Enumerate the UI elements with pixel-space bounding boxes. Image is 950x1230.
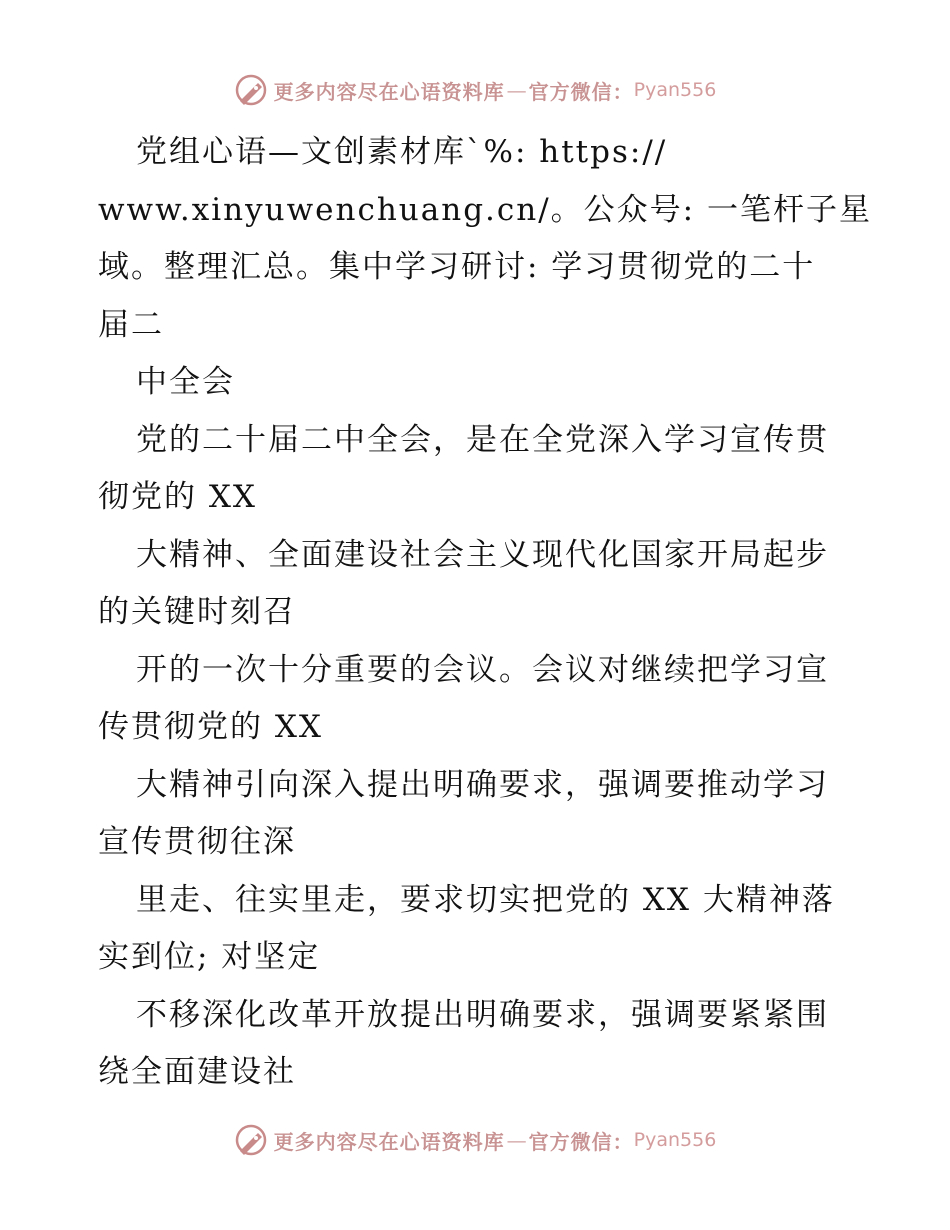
wechat-id: Pyan556 [633, 79, 717, 101]
text-line: 党组心语—文创素材库`%: https:// [136, 134, 668, 170]
text-line: www.xinyuwenchuang.cn/。公众号: 一笔杆子星 [98, 191, 872, 228]
separator-dash: — [506, 1128, 527, 1152]
text-line: 届二 [98, 306, 164, 343]
brand-text: 更多内容尽在心语资料库 [273, 1129, 505, 1154]
text-line: 大精神引向深入提出明确要求，强调要推动学习 [136, 766, 829, 803]
text-line: 中全会 [136, 364, 235, 400]
wechat-label: 官方微信： [528, 1129, 634, 1154]
wechat-label: 官方微信： [528, 79, 634, 104]
text-line: 的关键时刻召 [98, 594, 296, 630]
brand-text: 更多内容尽在心语资料库 [273, 79, 505, 104]
text-line: 宣传贯彻往深 [98, 824, 296, 860]
wechat-id: Pyan556 [633, 1129, 717, 1151]
text-line: 实到位; 对坚定 [98, 939, 321, 975]
text-line: 域。整理汇总。集中学习研讨: 学习贯彻党的二十 [98, 249, 816, 285]
header-watermark [0, 70, 950, 110]
text-line: 大精神、全面建设社会主义现代化国家开局起步 [136, 536, 829, 573]
text-line: 开的一次十分重要的会议。会议对继续把学习宣 [136, 651, 829, 688]
text-line: 绕全面建设社 [98, 1054, 296, 1090]
text-line: 里走、往实里走，要求切实把党的 XX 大精神落 [136, 881, 835, 918]
document-body [98, 124, 872, 1102]
text-line: 不移深化改革开放提出明确要求，强调要紧紧围 [136, 996, 829, 1033]
footer-watermark [0, 1120, 950, 1160]
separator-dash: — [506, 78, 527, 102]
text-line: 彻党的 XX [98, 479, 257, 515]
text-line: 传贯彻党的 XX [98, 709, 323, 745]
text-line: 党的二十届二中全会，是在全党深入学习宣传贯 [136, 421, 829, 458]
pen-logo-icon [234, 73, 268, 107]
pen-logo-icon [234, 1123, 268, 1157]
